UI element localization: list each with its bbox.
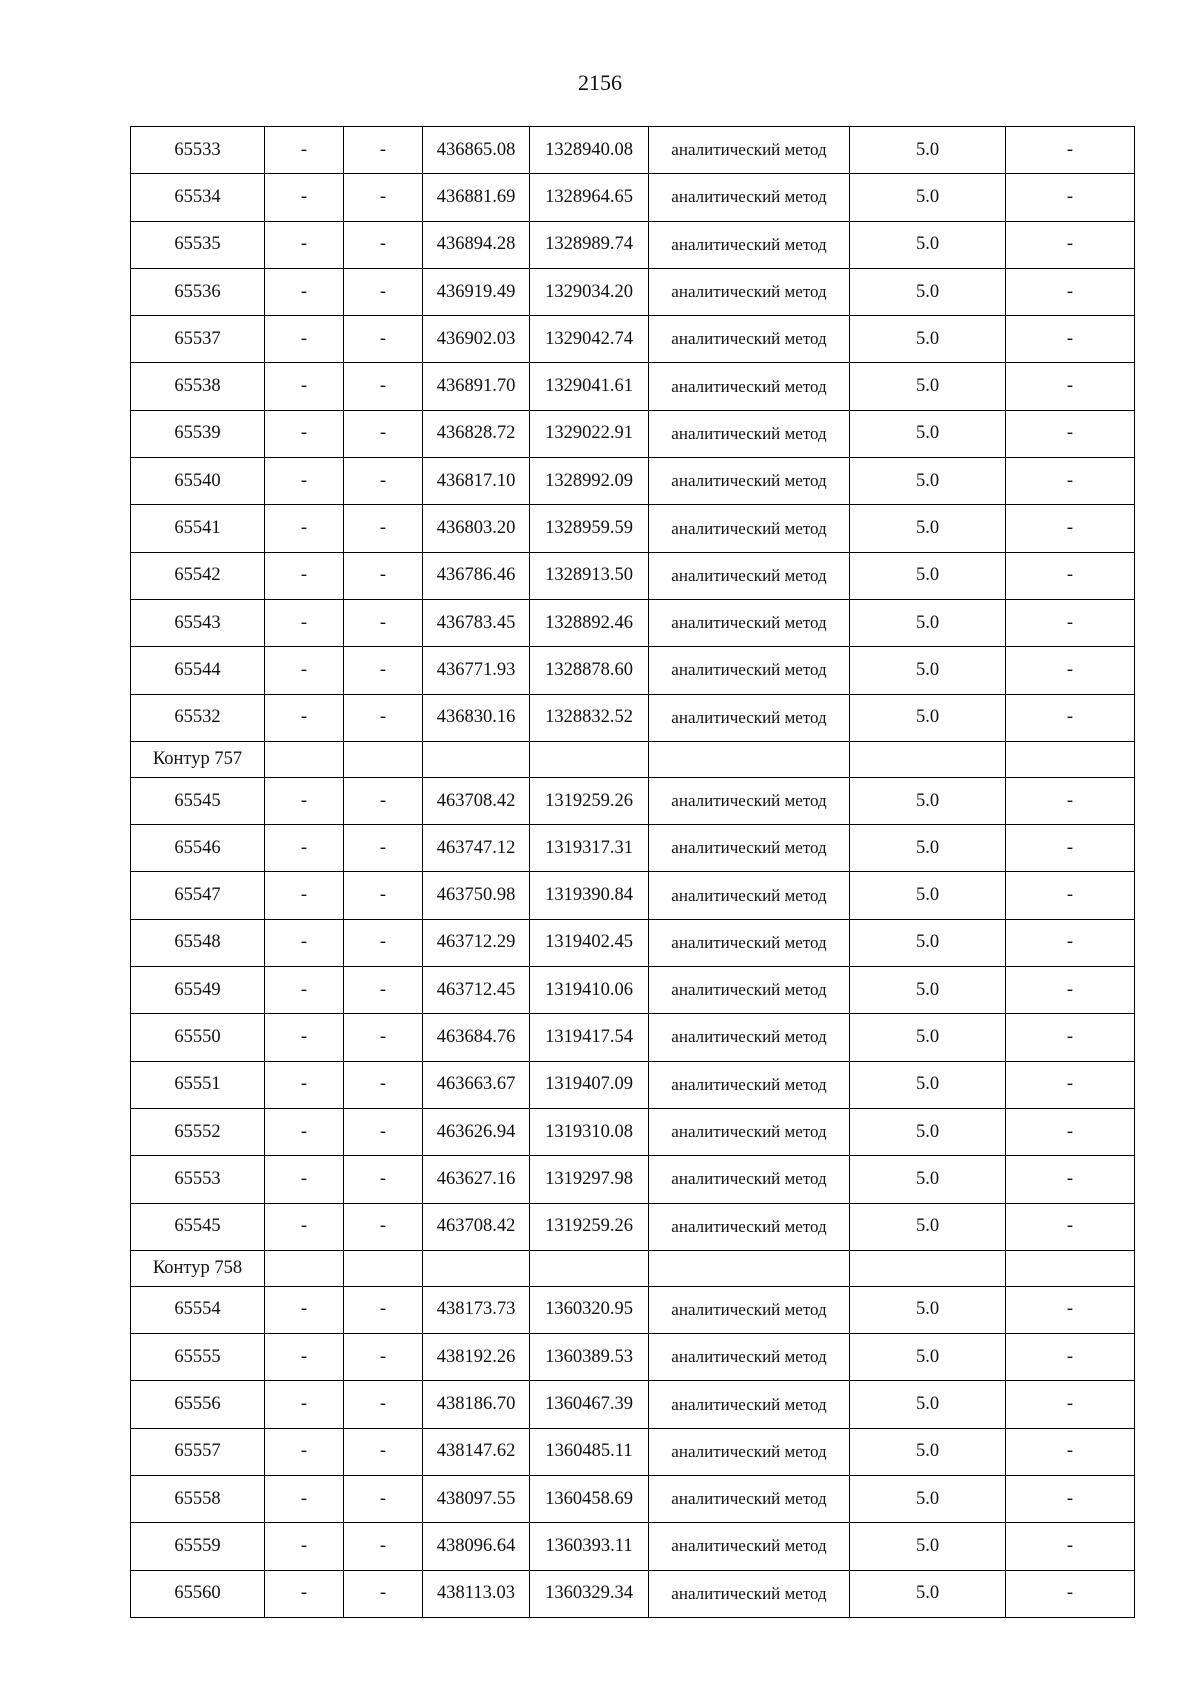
empty-dash-cell: - [265,505,344,552]
point-id-cell: 65549 [131,967,265,1014]
table-row [131,825,1135,872]
x-coordinate-cell: 436881.69 [423,174,530,221]
table-row [131,1381,1135,1428]
point-id-cell: 65542 [131,552,265,599]
table-row [131,872,1135,919]
table-row [131,363,1135,410]
empty-dash-cell: - [265,647,344,694]
empty-dash-cell: - [1006,268,1135,315]
accuracy-cell: 5.0 [850,1381,1006,1428]
empty-dash-cell: - [344,694,423,741]
table-row [131,505,1135,552]
contour-label: Контур 758 [131,1250,265,1286]
method-cell: аналитический метод [649,1014,850,1061]
empty-dash-cell: - [344,1428,423,1475]
table-row [131,221,1135,268]
point-id-cell: 65560 [131,1570,265,1617]
point-id-cell: 65545 [131,1203,265,1250]
x-coordinate-cell: 463750.98 [423,872,530,919]
method-cell: аналитический метод [649,1061,850,1108]
empty-dash-cell: - [1006,1476,1135,1523]
table-row [131,1570,1135,1617]
empty-dash-cell: - [265,1428,344,1475]
empty-dash-cell: - [1006,1061,1135,1108]
y-coordinate-cell: 1319407.09 [530,1061,649,1108]
point-id-cell: 65538 [131,363,265,410]
y-coordinate-cell: 1328989.74 [530,221,649,268]
empty-dash-cell: - [1006,1156,1135,1203]
table-row [131,316,1135,363]
y-coordinate-cell: 1360320.95 [530,1286,649,1333]
method-cell: аналитический метод [649,1523,850,1570]
accuracy-cell: 5.0 [850,1523,1006,1570]
empty-dash-cell: - [1006,1334,1135,1381]
contour-header-row [131,1250,1135,1286]
table-row [131,1014,1135,1061]
empty-dash-cell: - [344,127,423,174]
y-coordinate-cell: 1328940.08 [530,127,649,174]
accuracy-cell: 5.0 [850,647,1006,694]
table-row [131,967,1135,1014]
point-id-cell: 65535 [131,221,265,268]
accuracy-cell: 5.0 [850,1476,1006,1523]
empty-cell [1006,741,1135,777]
y-coordinate-cell: 1319410.06 [530,967,649,1014]
table-row [131,552,1135,599]
point-id-cell: 65551 [131,1061,265,1108]
y-coordinate-cell: 1319402.45 [530,919,649,966]
y-coordinate-cell: 1328913.50 [530,552,649,599]
y-coordinate-cell: 1319297.98 [530,1156,649,1203]
y-coordinate-cell: 1328964.65 [530,174,649,221]
empty-dash-cell: - [344,1570,423,1617]
method-cell: аналитический метод [649,919,850,966]
empty-dash-cell: - [344,410,423,457]
method-cell: аналитический метод [649,825,850,872]
empty-dash-cell: - [265,268,344,315]
y-coordinate-cell: 1360458.69 [530,1476,649,1523]
page-number: 2156 [578,70,622,95]
x-coordinate-cell: 436891.70 [423,363,530,410]
method-cell: аналитический метод [649,777,850,824]
method-cell: аналитический метод [649,872,850,919]
accuracy-cell: 5.0 [850,363,1006,410]
accuracy-cell: 5.0 [850,1203,1006,1250]
empty-dash-cell: - [1006,599,1135,646]
accuracy-cell: 5.0 [850,1334,1006,1381]
point-id-cell: 65540 [131,458,265,505]
empty-dash-cell: - [344,1286,423,1333]
point-id-cell: 65541 [131,505,265,552]
empty-dash-cell: - [1006,316,1135,363]
table-row [131,1203,1135,1250]
empty-dash-cell: - [265,1570,344,1617]
x-coordinate-cell: 438186.70 [423,1381,530,1428]
x-coordinate-cell: 463684.76 [423,1014,530,1061]
table-row [131,777,1135,824]
accuracy-cell: 5.0 [850,777,1006,824]
y-coordinate-cell: 1329041.61 [530,363,649,410]
contour-label: Контур 757 [131,741,265,777]
x-coordinate-cell: 463626.94 [423,1108,530,1155]
x-coordinate-cell: 436828.72 [423,410,530,457]
method-cell: аналитический метод [649,268,850,315]
x-coordinate-cell: 463747.12 [423,825,530,872]
empty-cell [423,741,530,777]
accuracy-cell: 5.0 [850,872,1006,919]
empty-dash-cell: - [344,1156,423,1203]
empty-dash-cell: - [265,825,344,872]
accuracy-cell: 5.0 [850,505,1006,552]
method-cell: аналитический метод [649,316,850,363]
empty-dash-cell: - [265,458,344,505]
method-cell: аналитический метод [649,458,850,505]
point-id-cell: 65556 [131,1381,265,1428]
accuracy-cell: 5.0 [850,410,1006,457]
y-coordinate-cell: 1328878.60 [530,647,649,694]
empty-dash-cell: - [1006,825,1135,872]
empty-cell [265,1250,344,1286]
accuracy-cell: 5.0 [850,221,1006,268]
y-coordinate-cell: 1319317.31 [530,825,649,872]
y-coordinate-cell: 1360329.34 [530,1570,649,1617]
empty-dash-cell: - [344,1203,423,1250]
accuracy-cell: 5.0 [850,316,1006,363]
empty-dash-cell: - [1006,363,1135,410]
x-coordinate-cell: 463663.67 [423,1061,530,1108]
point-id-cell: 65548 [131,919,265,966]
empty-dash-cell: - [1006,647,1135,694]
empty-cell [344,741,423,777]
empty-dash-cell: - [344,599,423,646]
table-row [131,458,1135,505]
method-cell: аналитический метод [649,967,850,1014]
y-coordinate-cell: 1329022.91 [530,410,649,457]
empty-dash-cell: - [344,872,423,919]
method-cell: аналитический метод [649,221,850,268]
empty-dash-cell: - [265,1108,344,1155]
point-id-cell: 65533 [131,127,265,174]
empty-dash-cell: - [1006,1428,1135,1475]
x-coordinate-cell: 463712.29 [423,919,530,966]
x-coordinate-cell: 436786.46 [423,552,530,599]
empty-cell [649,1250,850,1286]
y-coordinate-cell: 1329034.20 [530,268,649,315]
method-cell: аналитический метод [649,363,850,410]
empty-dash-cell: - [1006,1381,1135,1428]
method-cell: аналитический метод [649,410,850,457]
method-cell: аналитический метод [649,1286,850,1333]
coordinates-table [130,126,1135,1618]
empty-dash-cell: - [1006,221,1135,268]
empty-dash-cell: - [265,967,344,1014]
method-cell: аналитический метод [649,1428,850,1475]
empty-dash-cell: - [265,777,344,824]
y-coordinate-cell: 1319259.26 [530,1203,649,1250]
empty-dash-cell: - [265,919,344,966]
method-cell: аналитический метод [649,1381,850,1428]
empty-dash-cell: - [344,967,423,1014]
empty-cell [423,1250,530,1286]
empty-dash-cell: - [265,599,344,646]
y-coordinate-cell: 1319259.26 [530,777,649,824]
y-coordinate-cell: 1360467.39 [530,1381,649,1428]
y-coordinate-cell: 1319417.54 [530,1014,649,1061]
point-id-cell: 65532 [131,694,265,741]
empty-cell [530,741,649,777]
empty-dash-cell: - [344,647,423,694]
method-cell: аналитический метод [649,1334,850,1381]
empty-dash-cell: - [1006,1014,1135,1061]
point-id-cell: 65545 [131,777,265,824]
table-row [131,127,1135,174]
x-coordinate-cell: 463627.16 [423,1156,530,1203]
accuracy-cell: 5.0 [850,967,1006,1014]
empty-dash-cell: - [344,1108,423,1155]
empty-dash-cell: - [265,174,344,221]
empty-dash-cell: - [1006,410,1135,457]
empty-dash-cell: - [265,1156,344,1203]
accuracy-cell: 5.0 [850,825,1006,872]
method-cell: аналитический метод [649,552,850,599]
empty-dash-cell: - [265,1061,344,1108]
empty-dash-cell: - [344,268,423,315]
empty-dash-cell: - [265,1381,344,1428]
empty-dash-cell: - [344,1061,423,1108]
method-cell: аналитический метод [649,694,850,741]
empty-dash-cell: - [265,694,344,741]
point-id-cell: 65555 [131,1334,265,1381]
empty-cell [530,1250,649,1286]
table-row [131,1523,1135,1570]
accuracy-cell: 5.0 [850,1156,1006,1203]
method-cell: аналитический метод [649,647,850,694]
empty-dash-cell: - [265,1334,344,1381]
accuracy-cell: 5.0 [850,174,1006,221]
x-coordinate-cell: 438147.62 [423,1428,530,1475]
empty-dash-cell: - [344,1334,423,1381]
empty-dash-cell: - [344,919,423,966]
y-coordinate-cell: 1328959.59 [530,505,649,552]
empty-dash-cell: - [1006,777,1135,824]
empty-dash-cell: - [265,552,344,599]
empty-dash-cell: - [1006,458,1135,505]
x-coordinate-cell: 438097.55 [423,1476,530,1523]
empty-cell [649,741,850,777]
x-coordinate-cell: 438192.26 [423,1334,530,1381]
method-cell: аналитический метод [649,1108,850,1155]
point-id-cell: 65534 [131,174,265,221]
x-coordinate-cell: 463708.42 [423,1203,530,1250]
point-id-cell: 65539 [131,410,265,457]
y-coordinate-cell: 1360485.11 [530,1428,649,1475]
table-row [131,599,1135,646]
point-id-cell: 65547 [131,872,265,919]
empty-cell [1006,1250,1135,1286]
empty-dash-cell: - [1006,505,1135,552]
x-coordinate-cell: 436771.93 [423,647,530,694]
empty-dash-cell: - [1006,872,1135,919]
x-coordinate-cell: 436830.16 [423,694,530,741]
empty-dash-cell: - [344,221,423,268]
x-coordinate-cell: 436902.03 [423,316,530,363]
empty-dash-cell: - [1006,127,1135,174]
y-coordinate-cell: 1329042.74 [530,316,649,363]
empty-cell [850,741,1006,777]
x-coordinate-cell: 438173.73 [423,1286,530,1333]
empty-dash-cell: - [265,1476,344,1523]
point-id-cell: 65544 [131,647,265,694]
x-coordinate-cell: 436817.10 [423,458,530,505]
empty-dash-cell: - [1006,1570,1135,1617]
table-row [131,1286,1135,1333]
y-coordinate-cell: 1360389.53 [530,1334,649,1381]
point-id-cell: 65550 [131,1014,265,1061]
accuracy-cell: 5.0 [850,1108,1006,1155]
table-row [131,1156,1135,1203]
accuracy-cell: 5.0 [850,599,1006,646]
method-cell: аналитический метод [649,174,850,221]
accuracy-cell: 5.0 [850,1570,1006,1617]
table-row [131,919,1135,966]
empty-dash-cell: - [1006,1108,1135,1155]
point-id-cell: 65537 [131,316,265,363]
empty-dash-cell: - [265,363,344,410]
accuracy-cell: 5.0 [850,1428,1006,1475]
accuracy-cell: 5.0 [850,268,1006,315]
table-row [131,1334,1135,1381]
table-row [131,694,1135,741]
x-coordinate-cell: 436894.28 [423,221,530,268]
y-coordinate-cell: 1319310.08 [530,1108,649,1155]
accuracy-cell: 5.0 [850,694,1006,741]
empty-dash-cell: - [344,777,423,824]
point-id-cell: 65557 [131,1428,265,1475]
x-coordinate-cell: 436919.49 [423,268,530,315]
point-id-cell: 65546 [131,825,265,872]
accuracy-cell: 5.0 [850,458,1006,505]
method-cell: аналитический метод [649,1476,850,1523]
empty-dash-cell: - [1006,552,1135,599]
empty-dash-cell: - [344,1523,423,1570]
x-coordinate-cell: 436783.45 [423,599,530,646]
empty-dash-cell: - [1006,1286,1135,1333]
accuracy-cell: 5.0 [850,552,1006,599]
y-coordinate-cell: 1319390.84 [530,872,649,919]
empty-cell [265,741,344,777]
method-cell: аналитический метод [649,599,850,646]
table-row [131,174,1135,221]
point-id-cell: 65559 [131,1523,265,1570]
method-cell: аналитический метод [649,1570,850,1617]
empty-dash-cell: - [344,505,423,552]
x-coordinate-cell: 463712.45 [423,967,530,1014]
point-id-cell: 65553 [131,1156,265,1203]
point-id-cell: 65536 [131,268,265,315]
empty-dash-cell: - [265,316,344,363]
empty-dash-cell: - [344,552,423,599]
empty-dash-cell: - [265,410,344,457]
empty-dash-cell: - [265,1286,344,1333]
x-coordinate-cell: 436865.08 [423,127,530,174]
empty-dash-cell: - [344,1014,423,1061]
empty-dash-cell: - [265,221,344,268]
x-coordinate-cell: 436803.20 [423,505,530,552]
y-coordinate-cell: 1328992.09 [530,458,649,505]
empty-dash-cell: - [1006,174,1135,221]
empty-dash-cell: - [344,1381,423,1428]
method-cell: аналитический метод [649,127,850,174]
y-coordinate-cell: 1328832.52 [530,694,649,741]
x-coordinate-cell: 438113.03 [423,1570,530,1617]
table-body [131,127,1135,1618]
point-id-cell: 65552 [131,1108,265,1155]
empty-dash-cell: - [344,316,423,363]
empty-dash-cell: - [344,458,423,505]
table-row [131,1428,1135,1475]
point-id-cell: 65558 [131,1476,265,1523]
empty-cell [344,1250,423,1286]
empty-dash-cell: - [1006,694,1135,741]
empty-dash-cell: - [344,1476,423,1523]
x-coordinate-cell: 463708.42 [423,777,530,824]
accuracy-cell: 5.0 [850,1061,1006,1108]
accuracy-cell: 5.0 [850,1286,1006,1333]
empty-dash-cell: - [1006,1203,1135,1250]
method-cell: аналитический метод [649,1156,850,1203]
x-coordinate-cell: 438096.64 [423,1523,530,1570]
empty-cell [850,1250,1006,1286]
empty-dash-cell: - [265,127,344,174]
y-coordinate-cell: 1328892.46 [530,599,649,646]
empty-dash-cell: - [1006,1523,1135,1570]
empty-dash-cell: - [265,1523,344,1570]
empty-dash-cell: - [265,872,344,919]
empty-dash-cell: - [1006,967,1135,1014]
method-cell: аналитический метод [649,505,850,552]
accuracy-cell: 5.0 [850,1014,1006,1061]
table-row [131,1061,1135,1108]
method-cell: аналитический метод [649,1203,850,1250]
empty-dash-cell: - [1006,919,1135,966]
empty-dash-cell: - [344,363,423,410]
point-id-cell: 65554 [131,1286,265,1333]
table-row [131,1476,1135,1523]
point-id-cell: 65543 [131,599,265,646]
accuracy-cell: 5.0 [850,919,1006,966]
empty-dash-cell: - [344,825,423,872]
empty-dash-cell: - [265,1203,344,1250]
contour-header-row [131,741,1135,777]
y-coordinate-cell: 1360393.11 [530,1523,649,1570]
table-row [131,1108,1135,1155]
table-row [131,647,1135,694]
empty-dash-cell: - [265,1014,344,1061]
accuracy-cell: 5.0 [850,127,1006,174]
table-row [131,410,1135,457]
empty-dash-cell: - [344,174,423,221]
table-row [131,268,1135,315]
